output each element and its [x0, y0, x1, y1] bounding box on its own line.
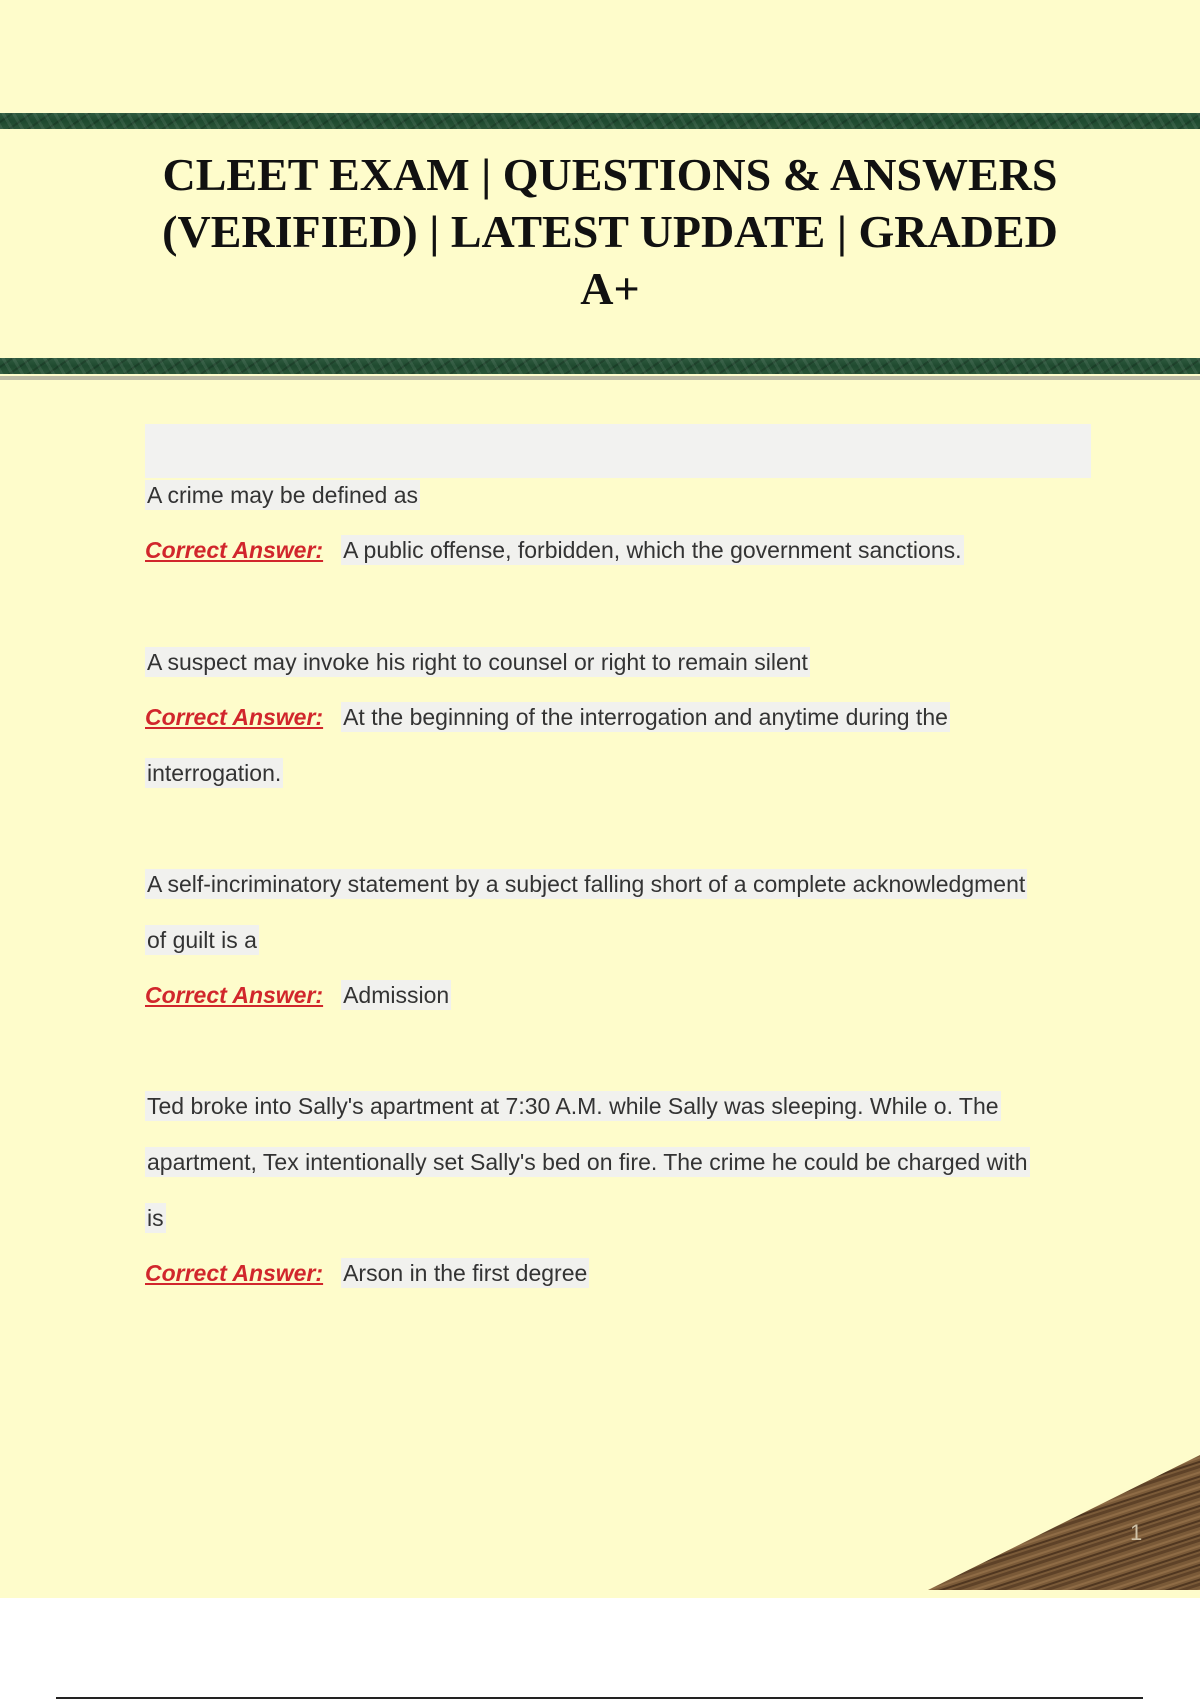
- question-4-line-3: is: [147, 1205, 164, 1231]
- correct-answer-label: Correct Answer:: [145, 1260, 324, 1286]
- question-3-line-1: A self-incriminatory statement by a subject falling short of a complete acknowledgment: [147, 871, 1026, 897]
- answer-3-line-1: Admission: [343, 982, 450, 1008]
- question-1-line-1: A crime may be defined as: [147, 482, 419, 508]
- correct-answer-label: Correct Answer:: [145, 982, 324, 1008]
- title-line-2: (VERIFIED) | LATEST UPDATE | GRADED: [162, 206, 1058, 257]
- correct-answer-label: Correct Answer:: [145, 537, 324, 563]
- correct-answer-label: Correct Answer:: [145, 704, 324, 730]
- question-4-line-1: Ted broke into Sally's apartment at 7:30 A.M. while Sally was sleeping. While o. The: [147, 1093, 999, 1119]
- answer-2-line-1: At the beginning of the interrogation and anytime during the: [343, 704, 948, 730]
- answer-4-line-1: Arson in the first degree: [343, 1260, 588, 1286]
- question-2-line-1: A suspect may invoke his right to counsel or right to remain silent: [147, 649, 808, 675]
- next-page-edge-divider: [56, 1697, 1143, 1699]
- page-number: 1: [1130, 1520, 1143, 1545]
- answer-1-line-1: A public offense, forbidden, which the government sanctions.: [343, 537, 962, 563]
- answer-2-line-2: interrogation.: [147, 760, 282, 786]
- title-line-1: CLEET EXAM | QUESTIONS & ANSWERS: [162, 149, 1058, 200]
- question-3-line-2: of guilt is a: [147, 927, 257, 953]
- title-line-3: A+: [580, 263, 640, 314]
- question-4-line-2: apartment, Tex intentionally set Sally's bed on fire. The crime he could be charged with: [147, 1149, 1028, 1175]
